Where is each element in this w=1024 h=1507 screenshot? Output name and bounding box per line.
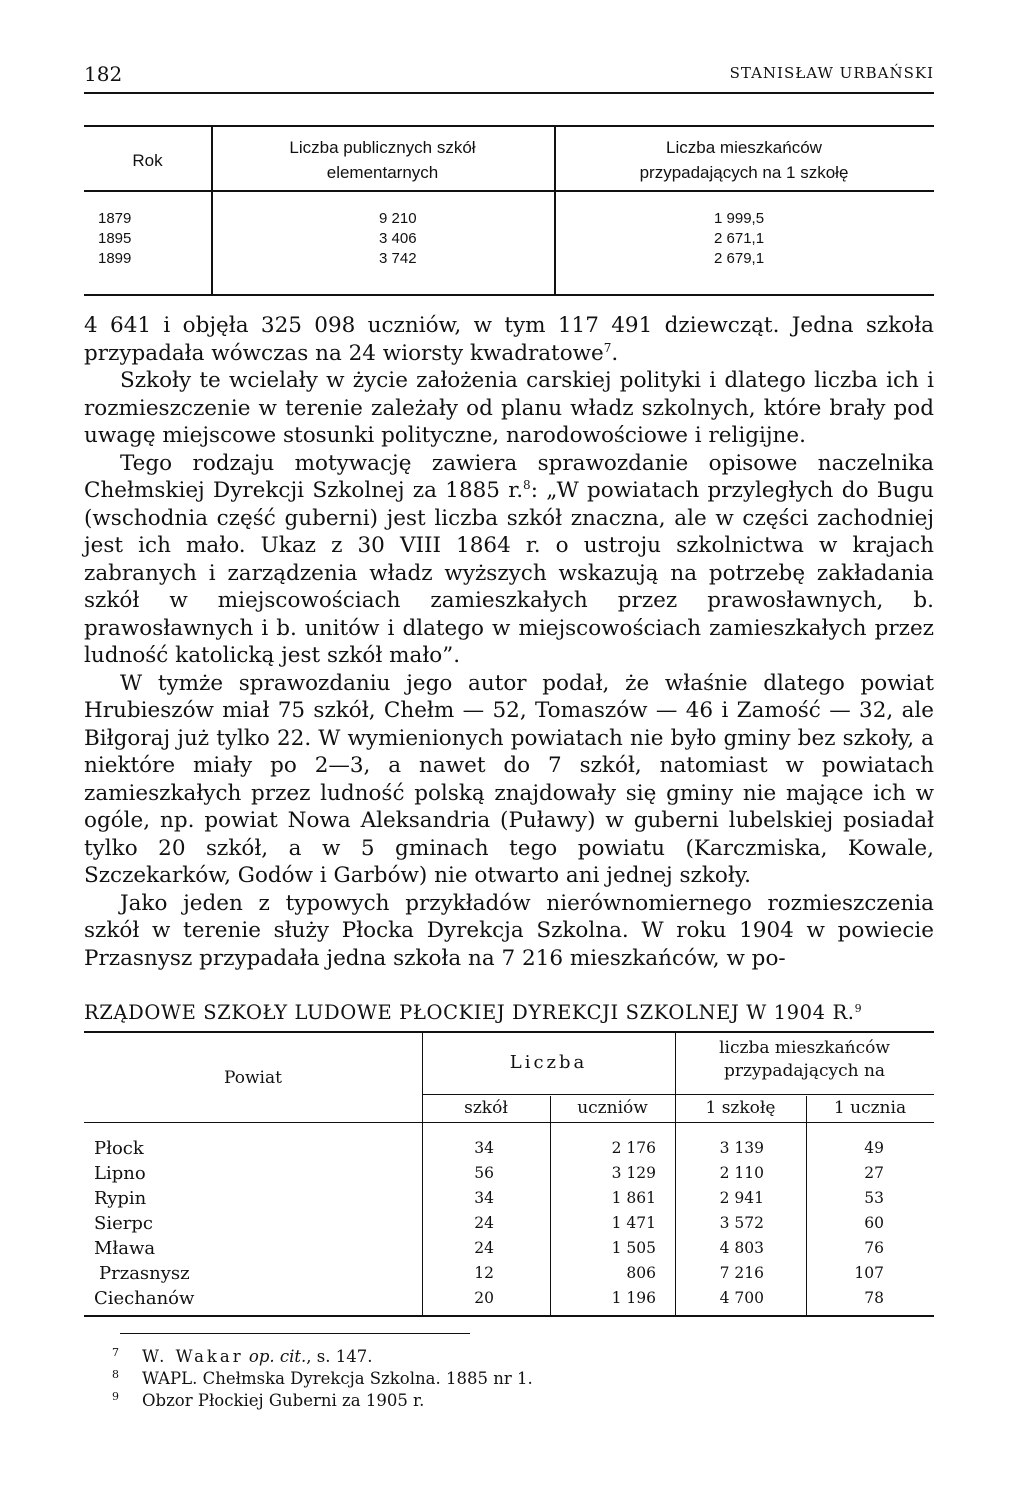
table-cell: 3 742 [379, 250, 417, 267]
header-divider [84, 190, 934, 192]
table-cell: Przasnysz [99, 1263, 190, 1284]
table-cell: 56 [474, 1164, 494, 1182]
footnote-author: W. Wakar [142, 1347, 244, 1366]
table-cell: 27 [864, 1164, 884, 1182]
table-cell: 2 176 [611, 1139, 656, 1157]
page-number: 182 [84, 62, 123, 86]
table-cell: Rypin [94, 1188, 147, 1209]
table-title [84, 1001, 934, 1024]
paragraph-text: 4 641 i objęła 325 098 uczniów, w tym 117 491 dziewcząt. Jedna szkoła przypadała wówczas na 24 wiorsty kwadratowe [84, 313, 934, 366]
paragraph [84, 312, 934, 367]
footnote-text: Obzor Płockiej Guberni za 1905 r. [142, 1391, 425, 1410]
table-cell: 76 [864, 1239, 884, 1257]
table-cell: 107 [854, 1264, 884, 1282]
header-subdivider [422, 1094, 934, 1095]
header-line: przypadających na [723, 1061, 886, 1081]
column-powiat [94, 1136, 194, 1311]
footnote: 9 Obzor Płockiej Guberni za 1905 r. [112, 1390, 425, 1410]
footnote-rule [120, 1333, 470, 1334]
header-line: liczba mieszkańców [719, 1038, 890, 1058]
footnote: 7 W. Wakar op. cit., s. 147. [112, 1346, 373, 1366]
table-cell: 3 129 [611, 1164, 656, 1182]
header-rule [84, 92, 934, 94]
table-cell: 1899 [98, 250, 132, 267]
running-title: STANISŁAW URBAŃSKI [729, 64, 934, 82]
table-cell: 24 [474, 1214, 494, 1232]
column-divider [422, 1033, 423, 1315]
paragraph-text: . [611, 340, 619, 366]
column-uczniow [554, 1136, 656, 1311]
paragraph-text: : „W powiatach przyległych do Bugu (wschodnia część guberni) jest liczba szkół znaczna, ale w części zachodniej jest ich mało. Ukaz z 30 VIII 1864 r. o ustroju szkolnictwa w krajach zabranych i zarządzenia władz wyższych wskazują na potrzebę zakładania szkół w miejscowościach zamieszkałych przez prawosławnych, b. prawosławnych i b. unitów i dlatego w miejscowościach zamieszkałych przez ludność katolicką jest szkół mało”. [84, 478, 934, 668]
table-plock-schools-1904 [84, 1031, 934, 1317]
footnote-rest: , s. 147. [306, 1347, 373, 1366]
column-years [98, 209, 131, 269]
column-na-ucznia [824, 1136, 884, 1311]
footnote-text: WAPL. Chełmska Dyrekcja Szkolna. 1885 nr 1. [142, 1369, 533, 1388]
footnotes [112, 1346, 533, 1412]
table-cell: 2 941 [719, 1189, 764, 1207]
table-cell: 12 [474, 1264, 494, 1282]
table-cell: Lipno [94, 1163, 146, 1184]
table-cell: 4 700 [719, 1289, 764, 1307]
paragraph: W tymże sprawozdaniu jego autor podał, że właśnie dlatego powiat Hrubieszów miał 75 szkół, Chełm — 52, Tomaszów — 46 i Zamość — 32, ale Biłgoraj już tylko 22. W wymienionych powiatach nie było gminy bez szkoły, a niektóre miały po 2—3, a nawet do 7 szkół, natomiast w powiatach zamieszkałych przez ludność polską znajdowały się gminy nie mające ich w ogóle, np. powiat Nowa Aleksandria (Puławy) w guberni lubelskiej posiadał tylko 20 szkół, a w 5 gminach tego powiatu (Karczmiska, Kowale, Szczekarków, Godów i Garbów) nie otwarto ani jednej szkoły. [84, 670, 934, 888]
header-line: przypadających na 1 szkołę [639, 163, 849, 182]
table-cell: 2 671,1 [714, 230, 765, 247]
table-cell: 9 210 [379, 210, 417, 227]
table-cell: 4 803 [719, 1239, 764, 1257]
table-title-text: RZĄDOWE SZKOŁY LUDOWE PŁOCKIEJ DYREKCJI SZKOLNEJ W 1904 R. [84, 1001, 855, 1024]
running-head [84, 62, 934, 88]
header-line: Liczba publicznych szkół [289, 138, 476, 157]
subheader-uczniow: uczniów [577, 1098, 648, 1118]
table-cell: Płock [94, 1138, 144, 1159]
column-residents [714, 209, 764, 269]
table-cell: 1 505 [611, 1239, 656, 1257]
table-cell: 60 [864, 1214, 884, 1232]
table-cell: 1 471 [611, 1214, 656, 1232]
table-cell: Sierpc [94, 1213, 153, 1234]
table-cell: 24 [474, 1239, 494, 1257]
table-cell: 1 861 [611, 1189, 656, 1207]
table-cell: 49 [864, 1139, 884, 1157]
table-cell: 1 196 [611, 1289, 656, 1307]
table-cell: Ciechanów [94, 1288, 195, 1309]
column-divider [550, 1096, 551, 1315]
paragraph: Jako jeden z typowych przykładów nierównomiernego rozmieszczenia szkół w terenie służy Płocka Dyrekcja Szkolna. W roku 1904 w powiecie Przasnysz przypadała jedna szkoła na 7 216 mieszkańców, w po- [84, 890, 934, 971]
table-cell: 78 [864, 1289, 884, 1307]
header-divider [84, 1122, 934, 1123]
table-cell: 1895 [98, 230, 132, 247]
table-cell: 7 216 [719, 1264, 764, 1282]
header-residents-per-school [554, 135, 934, 185]
table-cell: 806 [626, 1264, 656, 1282]
footnote-ref: 9 [854, 1002, 863, 1015]
table-cell: 2 679,1 [714, 250, 765, 267]
footnote: 8 WAPL. Chełmska Dyrekcja Szkolna. 1885 nr 1. [112, 1368, 533, 1388]
paragraph-text: Tego rodzaju motywację zawiera sprawozdanie opisowe naczelnika Chełmskiej Dyrekcji Szkolnej za 1885 r. [84, 450, 934, 503]
header-rok: Rok [132, 150, 163, 170]
table-cell: 20 [474, 1289, 494, 1307]
table-cell: 3 139 [719, 1139, 764, 1157]
column-szkol [434, 1136, 494, 1311]
column-divider [806, 1096, 807, 1315]
subheader-1-szkole: 1 szkołę [705, 1098, 776, 1118]
subheader-szkol: szkół [464, 1098, 508, 1118]
column-schools [379, 209, 417, 269]
table-cell: 53 [864, 1189, 884, 1207]
footnote-work: op. cit. [248, 1347, 307, 1366]
table-cell: Mława [94, 1238, 156, 1259]
table-cell: 2 110 [719, 1164, 764, 1182]
table-cell: 1 999,5 [714, 210, 765, 227]
body-text [84, 312, 934, 972]
table-cell: 3 406 [379, 230, 417, 247]
footnote-ref: 7 [603, 340, 612, 355]
column-na-szkole [684, 1136, 764, 1311]
table-cell: 1879 [98, 210, 132, 227]
paragraph: Szkoły te wcielały w życie założenia carskiej polityki i dlatego liczba ich i rozmieszczenie w terenie zależały od planu władz szkolnych, które brały pod uwagę miejscowe stosunki polityczne, narodowościowe i religijne. [84, 368, 934, 448]
header-ratio [675, 1037, 934, 1083]
header-public-schools [211, 135, 554, 185]
table-cell: 34 [474, 1139, 494, 1157]
table-cell: 34 [474, 1189, 494, 1207]
subheader-1-ucznia: 1 ucznia [833, 1098, 907, 1118]
table-cell: 3 572 [719, 1214, 764, 1232]
table-schools-1879-1899 [84, 125, 934, 296]
header-powiat: Powiat [224, 1068, 282, 1088]
footnote-ref: 8 [523, 478, 531, 492]
header-liczba: Liczba [509, 1052, 588, 1073]
paragraph [84, 450, 934, 670]
header-line: elementarnych [326, 163, 439, 182]
header-line: Liczba mieszkańców [666, 138, 822, 157]
